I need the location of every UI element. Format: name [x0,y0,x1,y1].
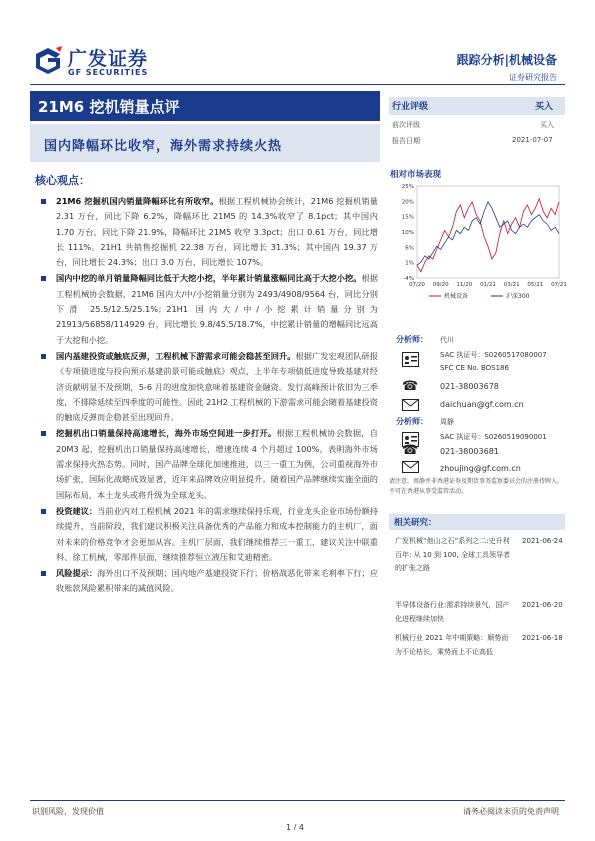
bullet-paragraph [38,426,378,502]
x-tick-label: 07/20 [409,282,425,288]
bullet-lead: 风险提示： [56,568,98,579]
analyst-label: 分析师： [396,417,428,426]
analyst-sac: SAC 执证号：S0260517080007 [440,351,547,359]
bullet-lead: 投资建议： [56,505,98,516]
x-tick-label: 07/21 [551,282,567,288]
report-category: 证券研究报告 [509,73,557,82]
email-icon [402,459,419,474]
phone-icon: ☎ [402,443,419,458]
brand-name-en: GF SECURITIES [68,68,149,77]
report-date-label: 报告日期 [392,137,420,145]
analyst-email: daichuan@gf.com.cn [440,400,524,409]
analyst-phone: 021-38003681 [440,447,499,456]
legend-label: 沪深300 [506,293,530,300]
analyst-phone: 021-38003678 [440,382,499,391]
market-chart [389,178,565,304]
x-tick-label: 11/20 [456,282,473,288]
bullet-lead: 国内基建投资或触底反弹，工程机械下游需求可能会稳甚至回升。 [56,350,296,361]
report-subtitle: 国内降幅环比收窄，海外需求持续火热 [44,139,283,154]
prev-rating-label: 前次评级 [392,121,420,129]
footer-disclaimer: 请务必阅读末页的免责声明 [463,807,559,816]
analyst-email: zhoujing@gf.com.cn [440,464,521,473]
footer-slogan: 识别风险，发现价值 [32,807,104,816]
x-tick-label: 03/21 [503,282,520,288]
analyst-name: 代川 [440,336,454,344]
analyst-label: 分析师： [396,335,428,344]
related-title: 相关研究： [394,518,437,528]
report-type: 跟踪分析|机械设备 [456,53,557,67]
page-number: 1 / 4 [286,823,304,832]
x-tick-label: 01/21 [480,282,496,288]
market-chart-title: 相对市场表现 [390,170,442,180]
header-divider [30,84,565,85]
bullet-paragraph [38,349,378,425]
series-line [417,202,559,265]
plot-frame [417,186,559,278]
related-item[interactable]: 半导体设备行业:需求持续景气，国产化进程继续加快 [395,601,510,623]
brand-name: 广发证券 [68,48,149,70]
bullet-lead: 挖掘机出口销量保持高速增长，海外市场空间进一步打开。 [56,428,277,439]
related-date: 2021-06-20 [522,601,563,609]
id-card-icon [402,352,419,367]
body-content [38,194,378,598]
prev-rating-value: 买入 [540,121,554,129]
analyst-sac: SAC 执证号：S0260519090001 [440,433,547,441]
bullet-lead: 国内中挖的单月销量降幅同比低于大挖小挖，半年累计销量涨幅同比高于大挖小挖。 [56,273,362,284]
bullet-text: 根据广发宏观团队研报《专项债进度与投向预示基建前景可能或触底》观点，上半年专项债低进度导致基建对经济贡献明显不及预期，5-6 月的进度加快意味着基建资金融资。发行高峰预计依旧为三季度，不排除延续至四季度的可能性。因此 21H2 工程机械的下游需求可能会随着基建投资的触底反弹而企稳甚至出现回升。 [56,350,378,423]
bullet-paragraph [38,566,378,597]
y-tick-label: 1% [405,260,414,267]
bullet-paragraph [38,504,378,565]
report-date-value: 2021-07-07 [512,136,553,144]
bullet-text: 根据工程机械协会数据，21M6 国内大/中/小挖销量分别为 2493/4908/9564 台，同比分别下滑 25.5/12.5/25.1%；21H1 国内大/中/小挖累计销量分别为 21913/56858/114929 台，同比增长 9.8/45.5/18.7%，中挖累计销量的增幅同比远高于大挖和小挖。 [56,273,378,345]
core-views-label: 核心观点： [35,174,90,187]
bullet-text: 当前业内对工程机械 2021 年的需求继续保持乐观，行业龙头企业市场份额持续提升，当前阶段，我们建议积极关注具备优秀的产品能力和成本控制能力的主机厂，面对未来的价格竞争才会更加从容。主机厂层面，我们继续推荐三一重工，建议关注中联重科、徐工机械，零部件层面，继续推荐恒立液压和艾迪精密。 [56,505,378,562]
bullet-paragraph [38,271,378,347]
y-tick-label: 6% [405,245,414,252]
legend-label: 机械设备 [444,293,469,300]
series-line [417,199,559,272]
y-tick-label: -4% [403,276,414,282]
disclaimer: 请注意，周静并非香港证券及期货事务监察委员会的注册持牌人，不可在香港从事受监管活动。 [389,478,564,495]
x-tick-label: 05/21 [527,282,544,288]
bullet-text: 根据工程机械协会数据，自 20M3 起，挖掘机出口销量保持高速增长，增速连续 4 个月超过 100%，表明海外市场需求保持火热态势。同时，国产品牌全球化加速推进，以三一重工为例，公司重视海外市场扩张，国际化战略成效显著，近年来品牌效应明显提升。随着国产品牌继续实施全面的国际布局，本土龙头或将升级为全球龙头。 [56,428,378,500]
phone-icon: ☎ [402,379,419,394]
related-date: 2021-06-24 [522,537,563,545]
y-tick-label: 15% [401,214,414,221]
rating-label: 行业评级 [392,102,429,112]
email-icon [402,397,419,412]
analyst-name: 周静 [440,418,454,426]
related-item[interactable]: 广发机械“他山之石”系列之二:史升利百年: 从 10 到 100, 全球工具领导者的扩张之路 [395,537,510,572]
x-tick-label: 09/20 [432,282,449,288]
y-tick-label: 20% [401,199,414,206]
gf-logo-icon [34,46,62,74]
related-item[interactable]: 机械行业 2021 年中期策略：顺势而为不论枯长，乘势而上不论高低 [395,634,509,656]
analyst-sfc: SFC CE No. BOS186 [440,364,509,372]
y-tick-label: 25% [401,184,414,190]
footer-divider [30,800,565,801]
bullet-paragraph [38,194,378,270]
related-date: 2021-06-18 [522,634,563,642]
y-tick-label: 10% [401,230,414,236]
bullet-lead: 21M6 挖掘机国内销量降幅环比有所收窄。 [56,196,219,206]
report-title: 21M6 挖机销量点评 [38,98,180,116]
bullet-text: 根据工程机械协会统计，21M6 挖掘机销量 2.31 万台，同比下降 6.2%，降幅环比 21M5 的 14.3%收窄了 8.1pct；其中国内 1.70 万台，同比下降 21.9%，降幅环比 21M5 收窄 3.3pct；出口 0.61 万台，同比增长 111%。21H1 共销售挖掘机 22.38 万台，同比增长 31.3%；其中国内 19.37 万台，同比增长 24.3%；出口 3.0 万台，同比增长 107%。 [56,196,378,268]
rating-value: 买入 [535,102,554,112]
bullet-text: 海外出口不及预期；国内地产基建投资下行；价格战恶化带来毛利率下行；应收账款风险累积带来的减值风险。 [56,568,378,594]
